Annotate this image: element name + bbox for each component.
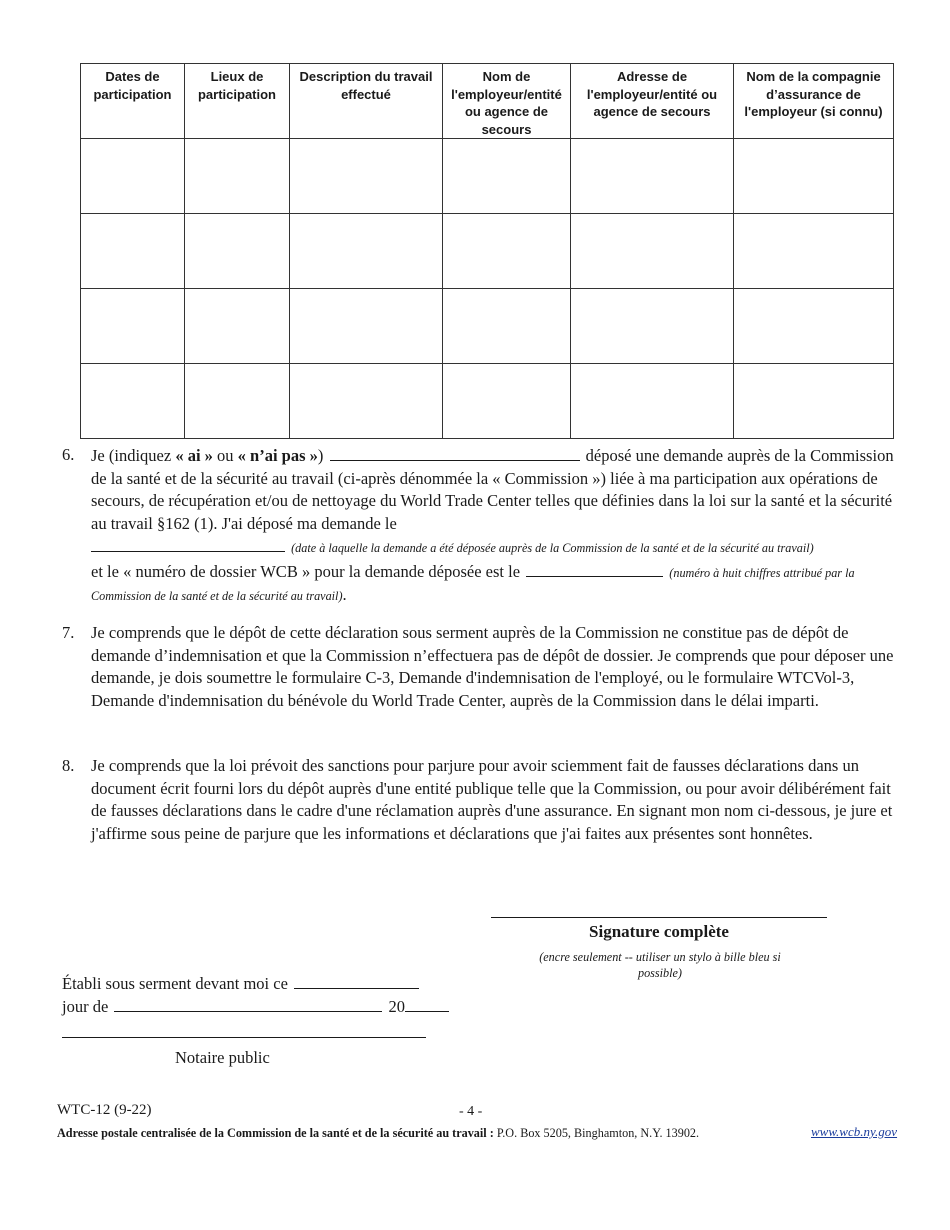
text: .: [342, 585, 347, 604]
table-cell[interactable]: [734, 289, 894, 364]
page-number: - 4 -: [459, 1104, 483, 1119]
sworn-day-field[interactable]: [294, 972, 419, 989]
table-cell[interactable]: [81, 364, 185, 439]
text: ): [317, 446, 328, 465]
table-cell[interactable]: [290, 214, 443, 289]
wcb-number-note: (numéro à huit chiffres attribué par la Commission de la santé et de la sécurité au travail): [91, 565, 855, 603]
table-cell[interactable]: [571, 364, 734, 439]
notary-signature-line[interactable]: [62, 1037, 426, 1038]
signature-label: Signature complète: [589, 922, 729, 941]
notary-label: Notaire public: [175, 1048, 270, 1067]
address-label: Adresse postale centralisée de la Commission de la santé et de la sécurité au travail :: [57, 1126, 494, 1140]
table-cell[interactable]: [81, 289, 185, 364]
header-dates: Dates de participation: [81, 64, 185, 139]
table-row: [81, 139, 894, 214]
header-assurance: Nom de la compagnie d’assurance de l'employeur (si connu): [734, 64, 894, 139]
paragraph-8: [62, 755, 902, 845]
header-lieux: Lieux de participation: [185, 64, 290, 139]
table-cell[interactable]: [571, 289, 734, 364]
table-cell[interactable]: [571, 214, 734, 289]
footer-address: [57, 1126, 699, 1141]
sworn-statement: [62, 972, 451, 1018]
table-row: [81, 289, 894, 364]
form-id: WTC-12 (9-22): [57, 1102, 152, 1118]
text: Je (indiquez: [91, 446, 176, 465]
paragraph-number: 6.: [62, 445, 75, 464]
table-cell[interactable]: [185, 289, 290, 364]
table-cell[interactable]: [290, 364, 443, 439]
wcb-number-field[interactable]: [526, 560, 663, 577]
date-filed-field[interactable]: [91, 535, 285, 552]
table-cell[interactable]: [443, 139, 571, 214]
website-link[interactable]: www.wcb.ny.gov: [811, 1124, 898, 1139]
table-cell[interactable]: [185, 364, 290, 439]
table-cell[interactable]: [185, 214, 290, 289]
table-row: [81, 214, 894, 289]
paragraph-7: [62, 622, 902, 712]
table-header-row: [81, 64, 894, 139]
paragraph-number: 7.: [62, 623, 75, 642]
sworn-text: Établi sous serment devant moi ce: [62, 974, 288, 993]
participation-table: [80, 63, 894, 439]
sworn-month-field[interactable]: [114, 995, 382, 1012]
option-nai-pas: « n’ai pas »: [237, 446, 318, 465]
paragraph-text: Je comprends que le dépôt de cette déclaration sous serment auprès de la Commission ne constitue pas de dépôt de demande d’indemnisation et que la Commission n’effectuera pas de dépôt de dossier. Je comprends que pour déposer une demande, je dois soumettre le formulaire C-3, Demande d'indemnisation de l'employé, ou le formulaire WTCVol-3, Demande d'indemnisation du bénévole du World Trade Center, auprès de la Commission dans le délai imparti.: [91, 623, 894, 710]
text: déposé une demande auprès de la Commission de la santé et de la sécurité au travail (ci-après dénommée la « Commission ») liée à ma participation aux opérations de secours, de récupération et/ou de nettoyage du World Trade Center telles que définies dans la loi sur la santé et la sécurité au travail §162 (1). J'ai déposé ma demande le: [91, 446, 894, 533]
table-cell[interactable]: [290, 289, 443, 364]
text: et le « numéro de dossier WCB » pour la demande déposée est le: [91, 561, 525, 581]
signature-line[interactable]: [491, 917, 827, 918]
table-cell[interactable]: [81, 139, 185, 214]
table-cell[interactable]: [734, 214, 894, 289]
header-adresse: Adresse de l'employeur/entité ou agence de secours: [571, 64, 734, 139]
ai-nai-pas-field[interactable]: [330, 444, 580, 461]
address-value: P.O. Box 5205, Binghamton, N.Y. 13902.: [493, 1126, 700, 1140]
table-cell[interactable]: [185, 139, 290, 214]
table-cell[interactable]: [734, 364, 894, 439]
option-ai: « ai »: [175, 446, 213, 465]
sworn-year-field[interactable]: [405, 995, 449, 1012]
table-cell[interactable]: [734, 139, 894, 214]
signature-note: (encre seulement -- utiliser un stylo à bille bleu si possible): [539, 950, 781, 980]
table-cell[interactable]: [571, 139, 734, 214]
table-row: [81, 364, 894, 439]
header-employeur: Nom de l'employeur/entité ou agence de secours: [443, 64, 571, 139]
paragraph-text: Je comprends que la loi prévoit des sanctions pour parjure pour avoir sciemment fait de fausses déclarations dans un document écrit fourni lors du dépôt auprès d'une entité publique telle que la Commission, ou pour avoir délibérément fait de fausses déclarations dans le cadre d'une réclamation auprès d'une assurance. En signant mon nom ci-dessous, je jure et j'affirme sous peine de parjure que les informations et déclarations que j'ai faites aux présentes sont honnêtes.: [91, 756, 893, 843]
sworn-text: jour de: [62, 997, 109, 1016]
table-cell[interactable]: [443, 289, 571, 364]
header-description: Description du travail effectué: [290, 64, 443, 139]
table-cell[interactable]: [81, 214, 185, 289]
table-cell[interactable]: [443, 364, 571, 439]
paragraph-6: [62, 444, 902, 608]
date-filed-note: (date à laquelle la demande a été déposée auprès de la Commission de la santé et de la sécurité au travail): [291, 541, 814, 555]
text: ou: [212, 446, 238, 465]
table-cell[interactable]: [443, 214, 571, 289]
table-cell[interactable]: [290, 139, 443, 214]
paragraph-number: 8.: [62, 756, 75, 775]
sworn-year-prefix: 20: [388, 997, 406, 1016]
